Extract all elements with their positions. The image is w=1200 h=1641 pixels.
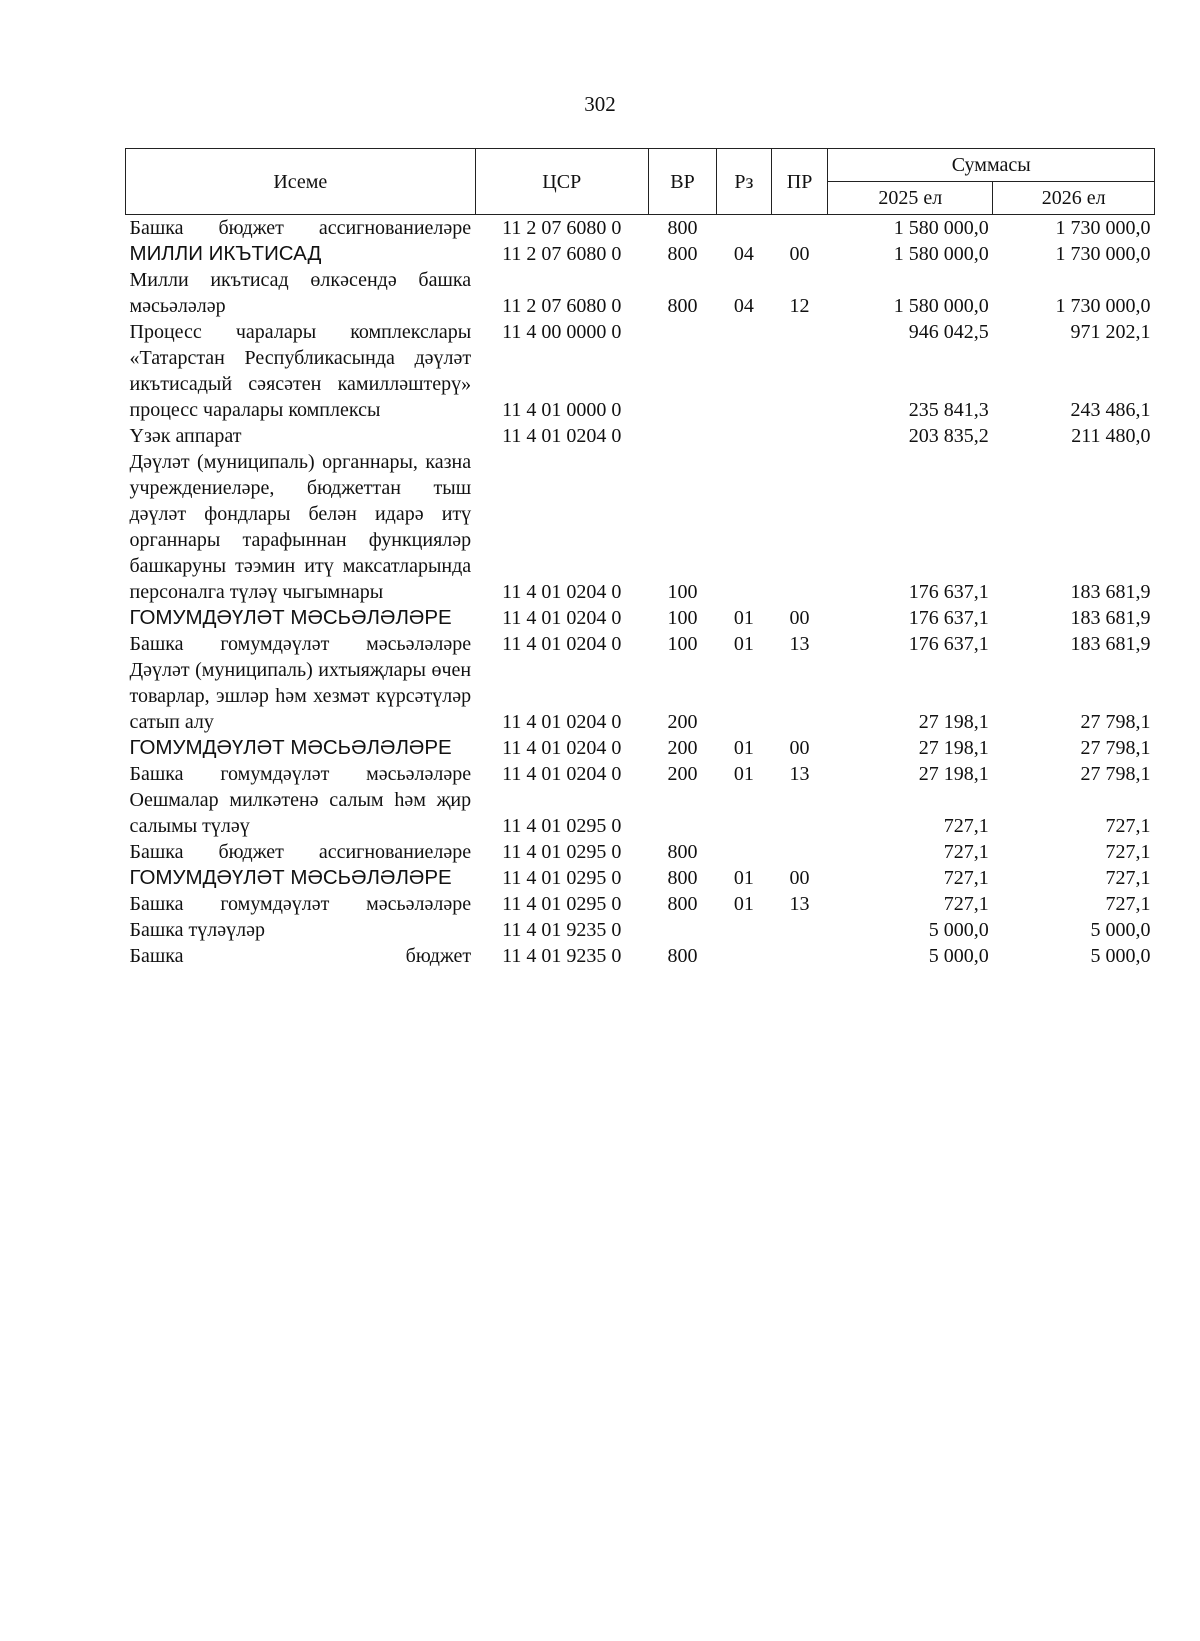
- row-csr: 11 2 07 6080 0: [502, 217, 622, 239]
- table-row: [126, 735, 1155, 761]
- row-name: Процесс чаралары комплекслары: [129, 321, 472, 343]
- header-year-2025: 2025 ел: [828, 182, 993, 215]
- row-rz: [717, 657, 772, 735]
- row-sum-2026: 5 000,0: [1090, 919, 1151, 941]
- row-rz: 01: [733, 607, 754, 629]
- table-row: [126, 761, 1155, 787]
- row-vr: 800: [667, 243, 698, 265]
- row-sum-2025: 27 198,1: [918, 763, 989, 785]
- row-pr: [771, 423, 828, 449]
- table-row: [126, 917, 1155, 943]
- row-name: Башка гомумдәүләт мәсьәләләре: [129, 763, 472, 785]
- row-csr: 11 4 01 0295 0: [502, 893, 622, 915]
- row-sum-2025: 235 841,3: [908, 399, 989, 421]
- row-vr: 200: [667, 737, 698, 759]
- row-rz: 01: [733, 763, 754, 785]
- row-sum-2025: 1 580 000,0: [893, 217, 989, 239]
- row-name: «Татарстан Республикасында дәүләт икътисадый сәясәтен камилләштерү» процесс чаралары комплексы: [129, 347, 472, 421]
- row-csr: 11 4 01 0204 0: [502, 711, 622, 733]
- table-row: [126, 865, 1155, 891]
- row-sum-2026: 27 798,1: [1080, 763, 1151, 785]
- row-vr: [648, 345, 716, 423]
- header-pr: ПР: [771, 149, 828, 215]
- row-rz: [717, 943, 772, 969]
- row-pr: [771, 839, 828, 865]
- row-vr: [648, 787, 716, 839]
- header-sums: Суммасы: [828, 149, 1155, 182]
- table-row: [126, 787, 1155, 839]
- row-name: Башка гомумдәүләт мәсьәләләре: [129, 893, 472, 915]
- row-rz: [717, 215, 772, 242]
- row-rz: [717, 319, 772, 345]
- row-sum-2026: 183 681,9: [1070, 581, 1151, 603]
- row-csr: 11 2 07 6080 0: [502, 243, 622, 265]
- table-row: [126, 839, 1155, 865]
- table-row: [126, 345, 1155, 423]
- row-csr: 11 4 01 0204 0: [502, 581, 622, 603]
- header-vr: ВР: [648, 149, 716, 215]
- row-rz: [717, 839, 772, 865]
- row-name: Үзәк аппарат: [129, 425, 242, 447]
- row-vr: 800: [667, 867, 698, 889]
- budget-table: [125, 148, 1155, 969]
- row-sum-2026: 727,1: [1105, 815, 1151, 837]
- row-vr: [648, 423, 716, 449]
- row-sum-2025: 5 000,0: [928, 919, 989, 941]
- row-vr: 800: [667, 841, 698, 863]
- row-name: Башка бюджет: [129, 945, 472, 967]
- row-name: ГОМУМДӘҮЛӘТ МӘСЬӘЛӘЛӘРЕ: [129, 866, 452, 889]
- row-rz: [717, 449, 772, 605]
- row-sum-2026: 1 730 000,0: [1055, 217, 1151, 239]
- row-rz: [717, 345, 772, 423]
- header-name: Исеме: [126, 149, 476, 215]
- table-row: [126, 891, 1155, 917]
- row-rz: 01: [733, 633, 754, 655]
- row-pr: 00: [789, 607, 810, 629]
- row-vr: 200: [667, 711, 698, 733]
- row-csr: 11 2 07 6080 0: [502, 295, 622, 317]
- row-vr: 800: [667, 945, 698, 967]
- row-pr: 00: [789, 243, 810, 265]
- row-vr: 800: [667, 295, 698, 317]
- row-csr: 11 4 01 0295 0: [502, 815, 622, 837]
- table-row: [126, 241, 1155, 267]
- row-csr: 11 4 01 0204 0: [502, 425, 622, 447]
- row-pr: 13: [789, 633, 810, 655]
- row-vr: 100: [667, 607, 698, 629]
- row-sum-2026: 727,1: [1105, 841, 1151, 863]
- row-sum-2025: 27 198,1: [918, 711, 989, 733]
- row-sum-2026: 5 000,0: [1090, 945, 1151, 967]
- table-row: [126, 423, 1155, 449]
- row-name: ГОМУМДӘҮЛӘТ МӘСЬӘЛӘЛӘРЕ: [129, 606, 452, 629]
- row-vr: 800: [667, 217, 698, 239]
- row-name: МИЛЛИ ИКЪТИСАД: [129, 242, 322, 265]
- header-rz: Рз: [717, 149, 772, 215]
- row-rz: 01: [733, 867, 754, 889]
- table-row: [126, 449, 1155, 605]
- row-rz: 04: [733, 295, 754, 317]
- row-rz: 01: [733, 737, 754, 759]
- row-sum-2025: 946 042,5: [908, 321, 989, 343]
- row-sum-2025: 176 637,1: [908, 607, 989, 629]
- table-row: [126, 605, 1155, 631]
- row-name: Милли икътисад өлкәсендә башка мәсьәләләр: [129, 269, 472, 317]
- row-sum-2025: 203 835,2: [908, 425, 989, 447]
- table-row: [126, 657, 1155, 735]
- row-name: Башка түләүләр: [129, 919, 266, 941]
- row-sum-2025: 727,1: [943, 867, 989, 889]
- row-pr: [771, 657, 828, 735]
- row-sum-2026: 27 798,1: [1080, 711, 1151, 733]
- row-csr: 11 4 01 0295 0: [502, 841, 622, 863]
- row-sum-2026: 727,1: [1105, 893, 1151, 915]
- header-year-2026: 2026 ел: [993, 182, 1155, 215]
- row-sum-2026: 27 798,1: [1080, 737, 1151, 759]
- row-pr: [771, 215, 828, 242]
- row-name: Башка бюджет ассигнованиеләре: [129, 217, 472, 239]
- row-vr: 100: [667, 581, 698, 603]
- row-sum-2025: 176 637,1: [908, 581, 989, 603]
- row-sum-2026: 243 486,1: [1070, 399, 1151, 421]
- row-csr: 11 4 01 0000 0: [502, 399, 622, 421]
- table-row: [126, 631, 1155, 657]
- row-csr: 11 4 01 0204 0: [502, 737, 622, 759]
- table-header: [126, 149, 1155, 215]
- row-pr: 00: [789, 867, 810, 889]
- row-name: ГОМУМДӘҮЛӘТ МӘСЬӘЛӘЛӘРЕ: [129, 736, 452, 759]
- row-pr: [771, 319, 828, 345]
- row-csr: 11 4 01 9235 0: [502, 945, 622, 967]
- row-pr: [771, 449, 828, 605]
- row-vr: [648, 917, 716, 943]
- row-sum-2025: 1 580 000,0: [893, 243, 989, 265]
- row-sum-2025: 27 198,1: [918, 737, 989, 759]
- row-sum-2025: 727,1: [943, 815, 989, 837]
- row-csr: 11 4 01 0295 0: [502, 867, 622, 889]
- table-body: [126, 215, 1155, 970]
- row-csr: 11 4 01 0204 0: [502, 633, 622, 655]
- table-row: [126, 267, 1155, 319]
- row-pr: [771, 787, 828, 839]
- table-row: [126, 319, 1155, 345]
- row-name: Башка бюджет ассигнованиеләре: [129, 841, 472, 863]
- table-row: [126, 215, 1155, 242]
- row-sum-2025: 727,1: [943, 841, 989, 863]
- row-sum-2025: 5 000,0: [928, 945, 989, 967]
- row-sum-2025: 1 580 000,0: [893, 295, 989, 317]
- row-sum-2026: 211 480,0: [1071, 425, 1151, 447]
- row-rz: [717, 787, 772, 839]
- row-vr: 800: [667, 893, 698, 915]
- row-pr: 12: [789, 295, 810, 317]
- row-sum-2026: 1 730 000,0: [1055, 295, 1151, 317]
- row-sum-2025: 176 637,1: [908, 633, 989, 655]
- row-vr: 100: [667, 633, 698, 655]
- row-pr: [771, 345, 828, 423]
- table-row: [126, 943, 1155, 969]
- row-vr: 200: [667, 763, 698, 785]
- row-csr: 11 4 01 0204 0: [502, 763, 622, 785]
- row-name: Оешмалар милкәтенә салым һәм җир салымы түләү: [129, 789, 472, 837]
- row-pr: [771, 943, 828, 969]
- row-rz: 01: [733, 893, 754, 915]
- header-csr: ЦСР: [475, 149, 648, 215]
- row-name: Дәүләт (муниципаль) органнары, казна учреждениеләре, бюджеттан тыш дәүләт фондлары белән идарә итү органнары тарафыннан функцияләр башкаруны тәэмин итү максатларында персоналга түләү чыгымнары: [129, 451, 472, 603]
- row-csr: 11 4 01 0204 0: [502, 607, 622, 629]
- row-sum-2026: 1 730 000,0: [1055, 243, 1151, 265]
- row-sum-2026: 971 202,1: [1070, 321, 1151, 343]
- row-csr: 11 4 00 0000 0: [502, 321, 622, 343]
- row-sum-2026: 183 681,9: [1070, 633, 1151, 655]
- page-number: 302: [584, 92, 616, 116]
- row-rz: [717, 423, 772, 449]
- row-name: Дәүләт (муниципаль) ихтыяҗлары өчен товарлар, эшләр һәм хезмәт күрсәтүләр сатып алу: [129, 659, 472, 733]
- row-rz: [717, 917, 772, 943]
- row-sum-2025: 727,1: [943, 893, 989, 915]
- row-sum-2026: 183 681,9: [1070, 607, 1151, 629]
- row-pr: 13: [789, 763, 810, 785]
- row-vr: [648, 319, 716, 345]
- row-sum-2026: 727,1: [1105, 867, 1151, 889]
- row-rz: 04: [733, 243, 754, 265]
- row-csr: 11 4 01 9235 0: [502, 919, 622, 941]
- row-pr: 13: [789, 893, 810, 915]
- row-pr: [771, 917, 828, 943]
- row-pr: 00: [789, 737, 810, 759]
- row-name: Башка гомумдәүләт мәсьәләләре: [129, 633, 472, 655]
